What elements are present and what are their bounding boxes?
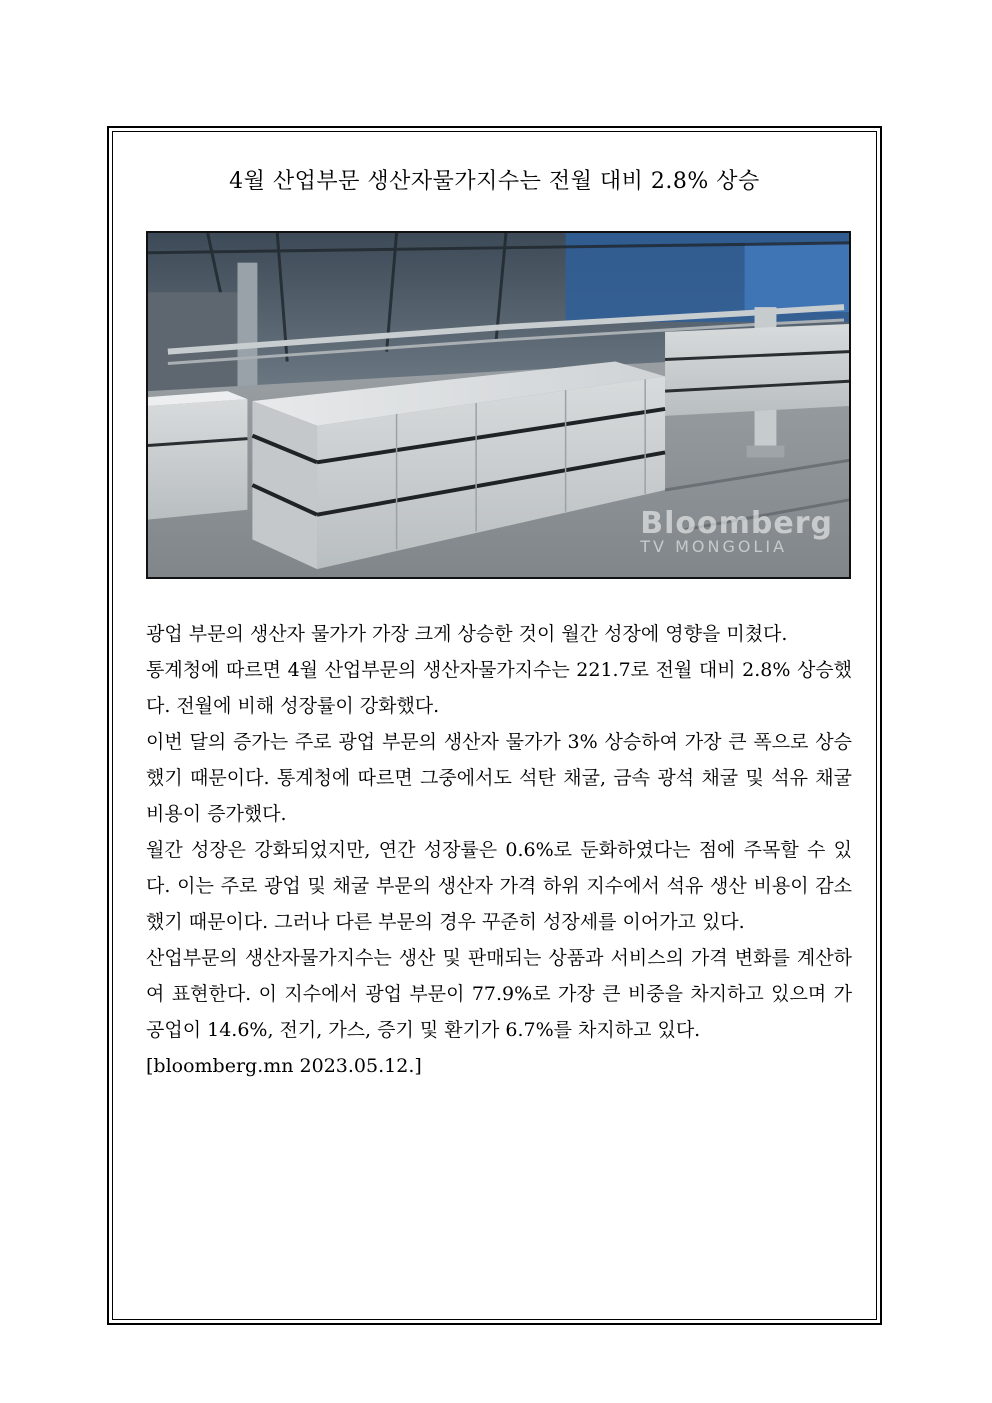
watermark-brand: Bloomberg xyxy=(640,506,833,541)
paragraph: 통계청에 따르면 4월 산업부문의 생산자물가지수는 221.7로 전월 대비 2.8% 상승했다. 전월에 비해 성장률이 강화했다. xyxy=(146,659,852,717)
article-body xyxy=(146,616,852,1084)
block-stack-left xyxy=(148,399,247,520)
article-source: [bloomberg.mn 2023.05.12.] xyxy=(146,1055,422,1077)
paragraph: 이번 달의 증가는 주로 광업 부문의 생산자 물가가 3% 상승하여 가장 큰 폭으로 상승했기 때문이다. 통계청에 따르면 그중에서도 석탄 채굴, 금속 광석 채굴 및 석유 채굴 비용이 증가했다. xyxy=(146,731,852,825)
blue-machinery-right xyxy=(745,243,849,312)
article-photo xyxy=(146,231,851,579)
article-inner-frame xyxy=(112,131,877,1320)
paragraph: 광업 부문의 생산자 물가가 가장 크게 상승한 것이 월간 성장에 영향을 미쳤다. xyxy=(146,623,788,645)
photo-watermark xyxy=(640,506,833,556)
paragraph: 산업부문의 생산자물가지수는 생산 및 판매되는 상품과 서비스의 가격 변화를 계산하여 표현한다. 이 지수에서 광업 부문이 77.9%로 가장 큰 비중을 차지하고 있으며 가공업이 14.6%, 전기, 가스, 증기 및 환기가 6.7%를 차지하고 있다. xyxy=(146,947,852,1041)
article-frame xyxy=(107,126,882,1325)
block-stack-right xyxy=(665,324,849,416)
paragraph: 월간 성장은 강화되었지만, 연간 성장률은 0.6%로 둔화하였다는 점에 주목할 수 있다. 이는 주로 광업 및 채굴 부문의 생산자 가격 하위 지수에서 석유 생산 비용이 감소했기 때문이다. 그러나 다른 부문의 경우 꾸준히 성장세를 이어가고 있다. xyxy=(146,839,852,933)
article-title: 4월 산업부문 생산자물가지수는 전월 대비 2.8% 상승 xyxy=(229,169,760,194)
watermark-sub: TV MONGOLIA xyxy=(640,537,788,556)
